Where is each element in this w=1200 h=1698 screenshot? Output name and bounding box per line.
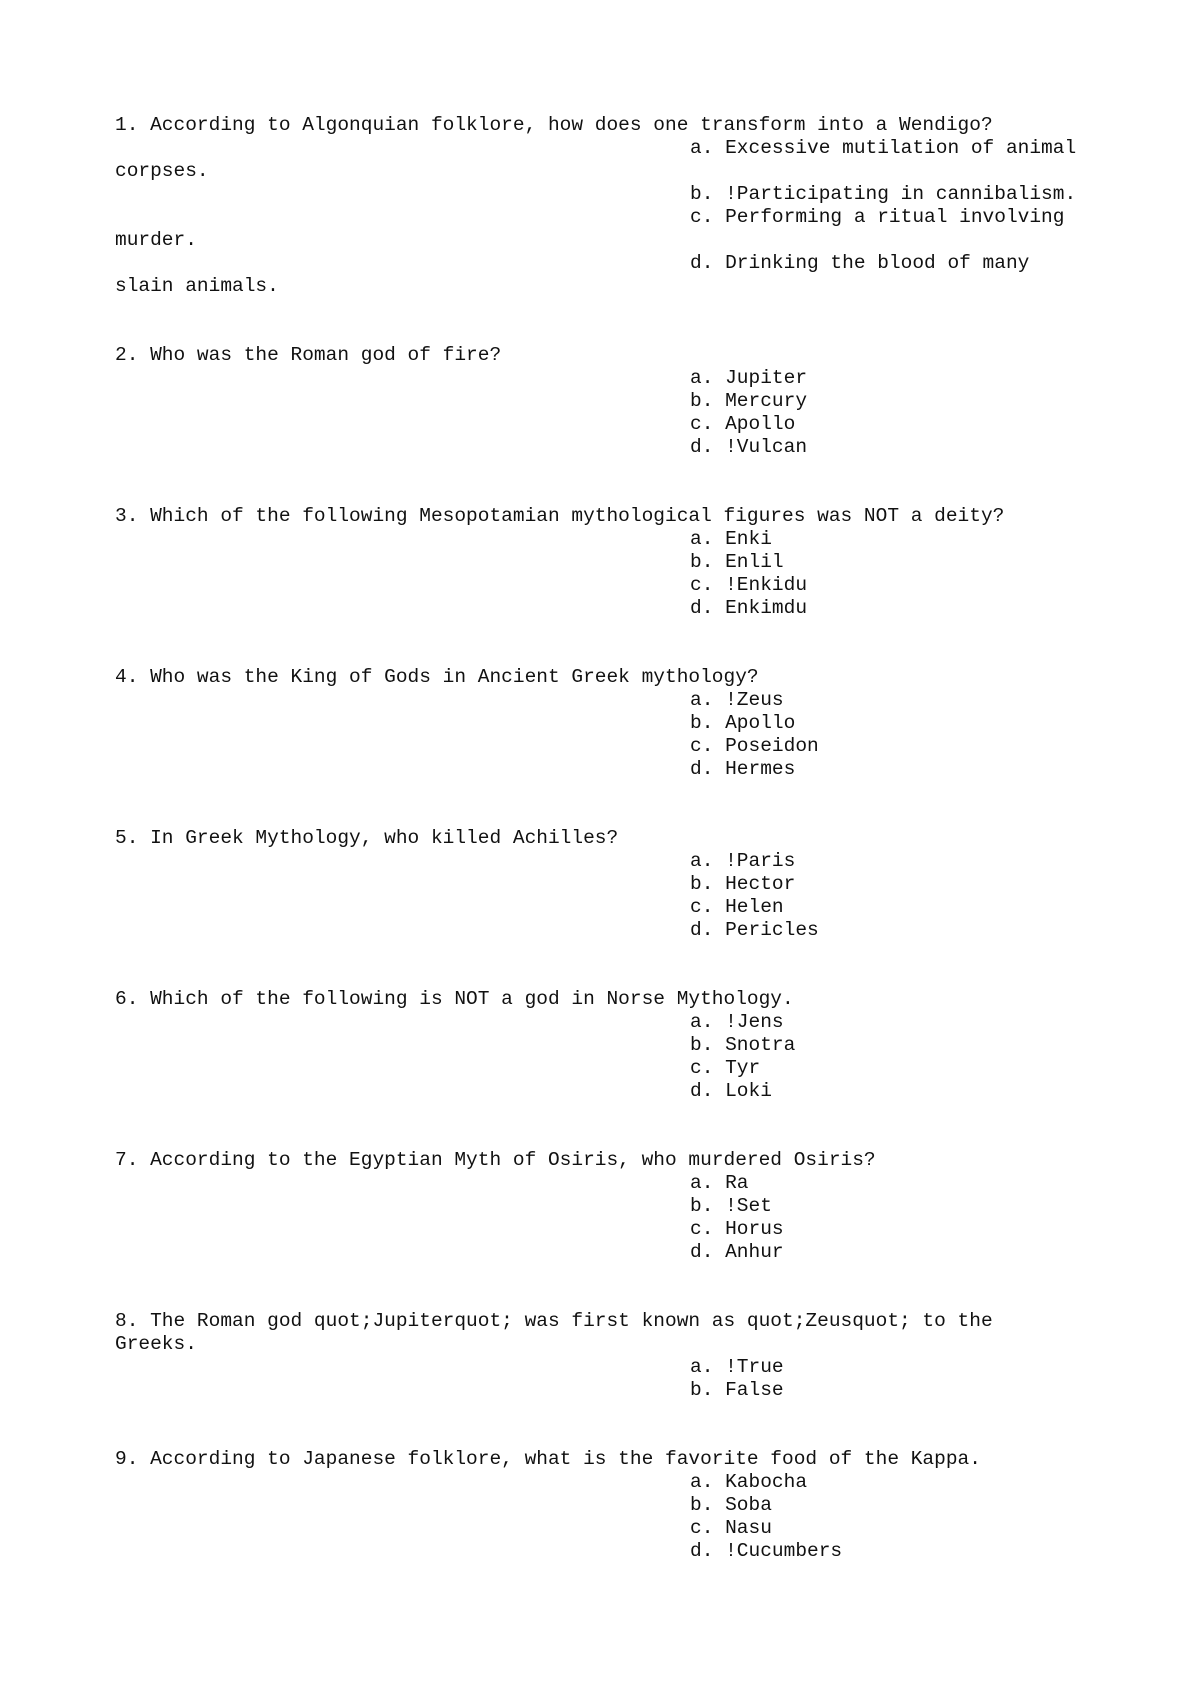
answer-option: d. Pericles <box>690 919 819 941</box>
answer-option-continuation: corpses. <box>115 160 209 182</box>
spacer <box>115 1126 1115 1149</box>
quiz-document <box>115 114 1115 1563</box>
question-text: 4. Who was the King of Gods in Ancient Greek mythology? <box>115 666 759 688</box>
question-text: 7. According to the Egyptian Myth of Osiris, who murdered Osiris? <box>115 1149 876 1171</box>
answer-option: d. Enkimdu <box>690 597 808 619</box>
answer-option: d. Loki <box>690 1080 772 1102</box>
answer-option: a. Jupiter <box>690 367 808 389</box>
answer-option: a. Ra <box>690 1172 749 1194</box>
question-text: Greeks. <box>115 1333 197 1355</box>
question-text: 9. According to Japanese folklore, what is the favorite food of the Kappa. <box>115 1448 981 1470</box>
answer-option-continuation: murder. <box>115 229 197 251</box>
answer-option: b. False <box>690 1379 784 1401</box>
spacer <box>115 1287 1115 1310</box>
answer-option: b. Mercury <box>690 390 808 412</box>
answer-option: a. !Zeus <box>690 689 784 711</box>
answer-option: a. Excessive mutilation of animal <box>690 137 1077 159</box>
answer-option: c. Helen <box>690 896 784 918</box>
answer-option: a. !Jens <box>690 1011 784 1033</box>
spacer <box>115 298 1115 321</box>
answer-option: b. !Set <box>690 1195 772 1217</box>
answer-option: d. Anhur <box>690 1241 784 1263</box>
answer-option: b. Snotra <box>690 1034 796 1056</box>
question-text: 5. In Greek Mythology, who killed Achilles? <box>115 827 619 849</box>
spacer <box>115 1425 1115 1448</box>
answer-option-continuation: slain animals. <box>115 275 279 297</box>
answer-option: d. Drinking the blood of many <box>690 252 1030 274</box>
spacer <box>115 1402 1115 1425</box>
spacer <box>115 482 1115 505</box>
answer-option: d. !Vulcan <box>690 436 808 458</box>
question-text: 1. According to Algonquian folklore, how does one transform into a Wendigo? <box>115 114 993 136</box>
answer-option: c. Nasu <box>690 1517 772 1539</box>
answer-option: d. !Cucumbers <box>690 1540 843 1562</box>
answer-option: a. !Paris <box>690 850 796 872</box>
answer-option: d. Hermes <box>690 758 796 780</box>
answer-option: b. Soba <box>690 1494 772 1516</box>
spacer <box>115 804 1115 827</box>
answer-option: a. !True <box>690 1356 784 1378</box>
answer-option: c. Apollo <box>690 413 796 435</box>
question-text: 6. Which of the following is NOT a god in Norse Mythology. <box>115 988 794 1010</box>
question-text: 3. Which of the following Mesopotamian mythological figures was NOT a deity? <box>115 505 1005 527</box>
spacer <box>115 459 1115 482</box>
answer-option: b. Apollo <box>690 712 796 734</box>
answer-option: b. !Participating in cannibalism. <box>690 183 1077 205</box>
answer-option: c. !Enkidu <box>690 574 808 596</box>
answer-option: a. Enki <box>690 528 772 550</box>
spacer <box>115 1264 1115 1287</box>
spacer <box>115 965 1115 988</box>
answer-option: a. Kabocha <box>690 1471 808 1493</box>
answer-option: c. Poseidon <box>690 735 819 757</box>
spacer <box>115 781 1115 804</box>
spacer <box>115 942 1115 965</box>
answer-option: c. Horus <box>690 1218 784 1240</box>
answer-option: b. Hector <box>690 873 796 895</box>
spacer <box>115 643 1115 666</box>
answer-option: b. Enlil <box>690 551 784 573</box>
spacer <box>115 321 1115 344</box>
question-text: 8. The Roman god quot;Jupiterquot; was first known as quot;Zeusquot; to the <box>115 1310 993 1332</box>
spacer <box>115 620 1115 643</box>
question-text: 2. Who was the Roman god of fire? <box>115 344 502 366</box>
answer-option: c. Tyr <box>690 1057 761 1079</box>
answer-option: c. Performing a ritual involving <box>690 206 1065 228</box>
spacer <box>115 1103 1115 1126</box>
